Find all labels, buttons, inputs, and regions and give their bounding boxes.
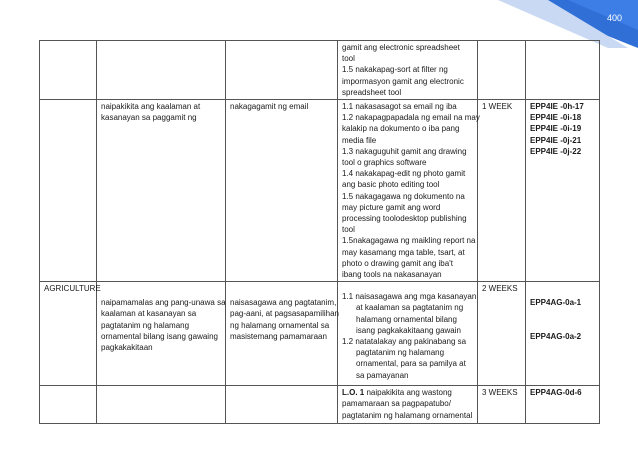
table-row <box>40 41 600 100</box>
table-row <box>40 282 600 386</box>
curriculum-table <box>39 40 600 424</box>
competency-cell: 1.1 naisasagawa ang mga kasanayan at kaalaman sa pagtatanim ng halamang ornamental bilang isang pagkakakitaang gawain 1.2 natatalakay ang pakinabang sa pagtatanim ng halamang ornamental, para sa pamilya at sa pamayanan <box>338 282 478 386</box>
duration-cell: 1 WEEK <box>478 100 526 282</box>
code-cell: EPP4IE -0h-17 EPP4IE -0i-18 EPP4IE -0i-19 EPP4IE -0j-21 EPP4IE -0j-22 <box>526 100 600 282</box>
page-number: 400 <box>606 13 622 23</box>
table-cell <box>97 386 226 424</box>
duration-cell: 3 WEEKS <box>478 386 526 424</box>
table-cell <box>226 386 338 424</box>
competency-cell: L.O. 1 naipakikita ang wastong pamamaraan sa pagpapatubo/ pagtatanim ng halamang ornamental <box>338 386 478 424</box>
table-cell <box>526 41 600 100</box>
content-standard-cell: naipakikita ang kaalaman at kasanayan sa paggamit ng <box>97 100 226 282</box>
code-cell: EPP4AG-0a-1 EPP4AG-0a-2 <box>526 282 600 386</box>
subject-cell: AGRICULTURE <box>40 282 97 386</box>
table-cell <box>478 41 526 100</box>
content-standard-cell: naipamamalas ang pang-unawa sa kaalaman at kasanayan sa pagtatanim ng halamang ornamental bilang isang gawaing pagkakakitaan <box>97 282 226 386</box>
performance-standard-cell: nakagagamit ng email <box>226 100 338 282</box>
table-cell <box>40 41 97 100</box>
performance-standard-cell: naisasagawa ang pagtatanim, pag-aani, at pagsasapamilihan ng halamang ornamental sa masistemang pamamaraan <box>226 282 338 386</box>
competency-cell: 1.1 nakasasagot sa email ng iba 1.2 nakapagpapadala ng email na may kalakip na dokumento o iba pang media file 1.3 nakaguguhit gamit ang drawing tool o graphics software 1.4 nakakapag-edit ng photo gamit ang basic photo editing tool 1.5 nakagagawa ng dokumento na may picture gamit ang word processing toolodesktop publishing tool 1.5nakagagawa ng maikling report na may kasamang mga table, tsart, at photo o drawing gamit ang iba't ibang tools na nakasanayan <box>338 100 478 282</box>
table-cell <box>226 41 338 100</box>
table-cell <box>40 100 97 282</box>
table-row <box>40 100 600 282</box>
table-row <box>40 386 600 424</box>
learning-outcome-label: L.O. 1 <box>342 388 365 398</box>
duration-cell: 2 WEEKS <box>478 282 526 386</box>
competency-cell: gamit ang electronic spreadsheet tool 1.5 nakakapag-sort at filter ng impormasyon gamit ang electronic spreadsheet tool <box>338 41 478 100</box>
code-cell: EPP4AG-0d-6 <box>526 386 600 424</box>
table-cell <box>40 386 97 424</box>
table-cell <box>97 41 226 100</box>
